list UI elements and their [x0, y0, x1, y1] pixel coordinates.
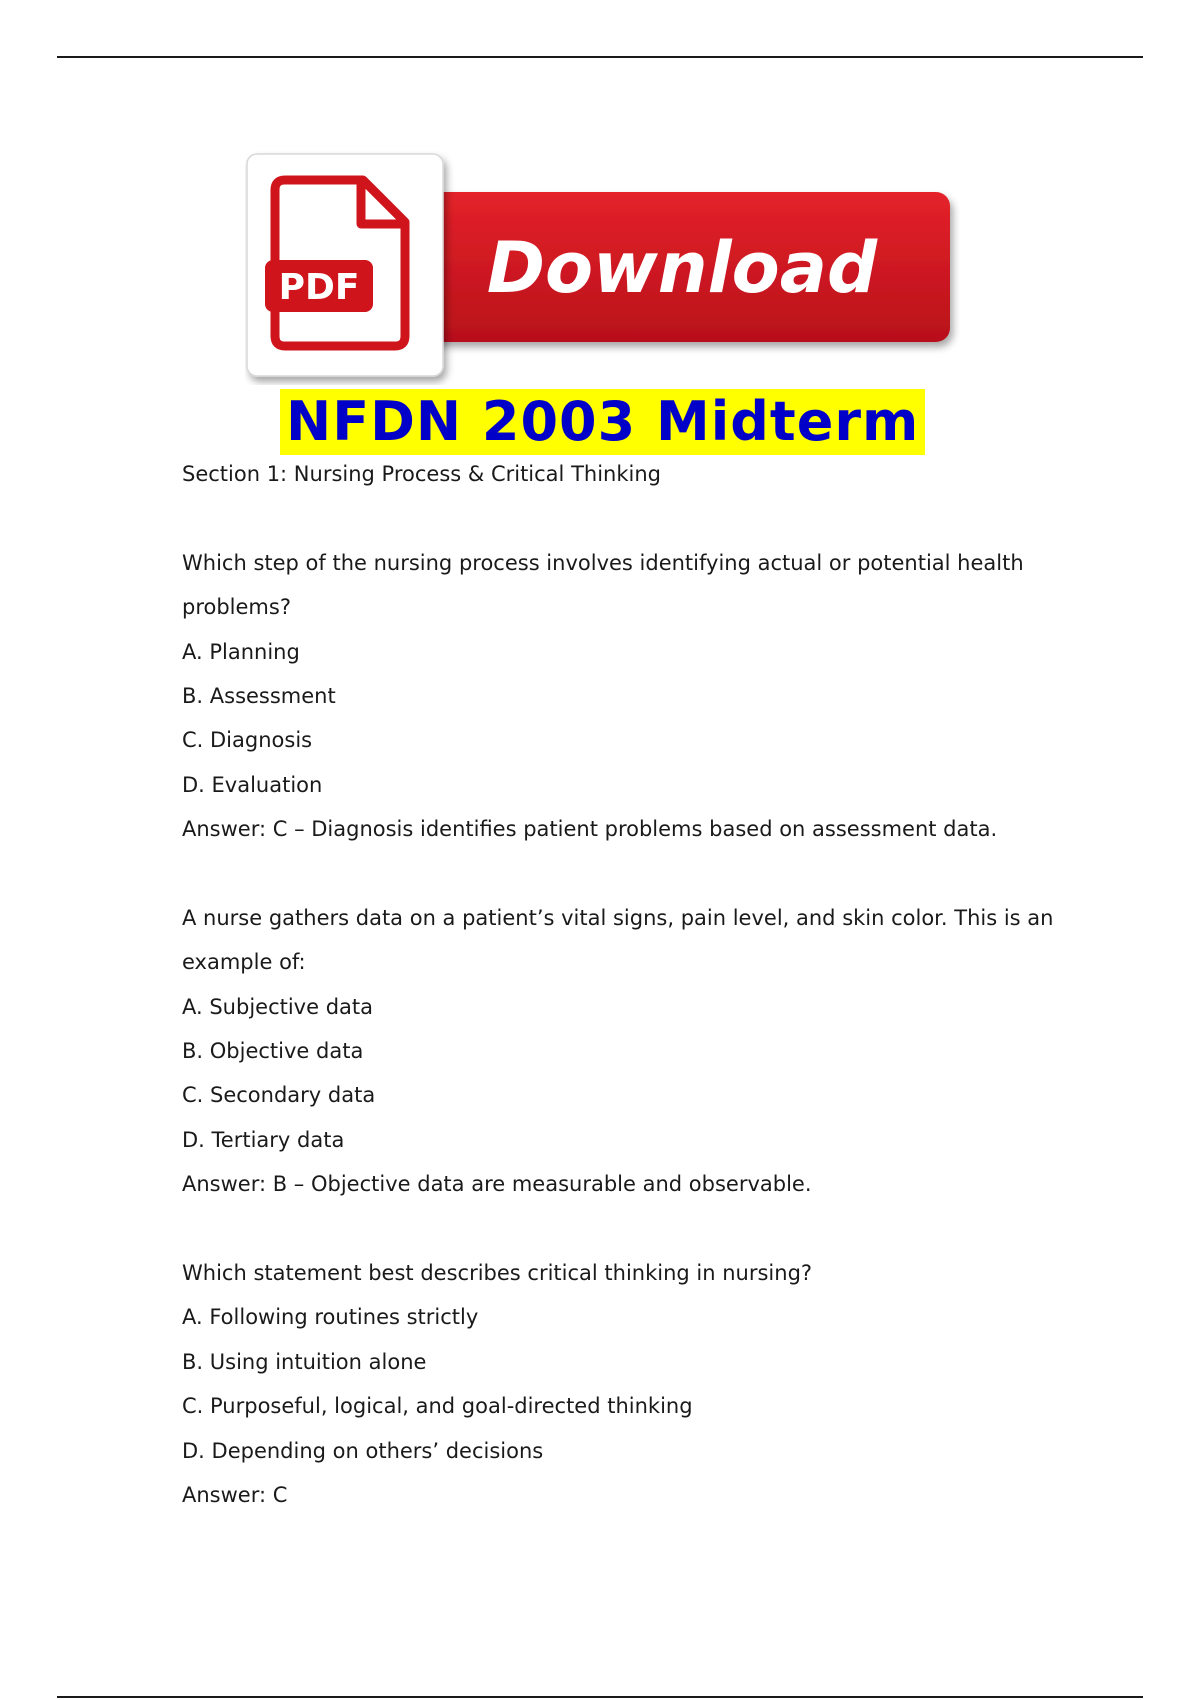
- answer-option: C. Secondary data: [182, 1083, 376, 1108]
- answer-option: B. Assessment: [182, 683, 336, 708]
- question-text: example of:: [182, 950, 306, 975]
- answer-option: C. Purposeful, logical, and goal-directed thinking: [182, 1394, 693, 1419]
- spacer: [182, 852, 1082, 896]
- bottom-rule: [57, 1696, 1143, 1698]
- answer-option: C. Diagnosis: [182, 728, 313, 753]
- answer-option: B. Using intuition alone: [182, 1349, 427, 1374]
- answer-option: A. Following routines strictly: [182, 1305, 479, 1330]
- question-text: Which step of the nursing process involves identifying actual or potential health: [182, 550, 1024, 575]
- answer-key: Answer: C: [182, 1482, 288, 1507]
- question-text: A nurse gathers data on a patient’s vital signs, pain level, and skin color. This is an: [182, 905, 1054, 930]
- answer-option: A. Subjective data: [182, 994, 374, 1019]
- answer-option: A. Planning: [182, 639, 300, 664]
- document-body: [182, 452, 1082, 1517]
- question-block: [182, 1251, 1082, 1517]
- question-text: problems?: [182, 595, 291, 620]
- download-button-label: Download: [486, 227, 878, 309]
- document-title: NFDN 2003 Midterm: [280, 389, 925, 455]
- pdf-file-icon: [265, 180, 405, 346]
- pdf-icon-label: PDF: [278, 267, 360, 308]
- section-heading: Section 1: Nursing Process & Critical Thinking: [182, 462, 661, 486]
- answer-key: Answer: B – Objective data are measurable and observable.: [182, 1172, 812, 1197]
- answer-option: B. Objective data: [182, 1039, 364, 1064]
- answer-option: D. Evaluation: [182, 772, 323, 797]
- answer-option: D. Tertiary data: [182, 1127, 345, 1152]
- answer-key: Answer: C – Diagnosis identifies patient problems based on assessment data.: [182, 817, 998, 842]
- spacer: [182, 496, 1082, 540]
- top-rule: [57, 56, 1143, 58]
- question-block: [182, 541, 1082, 852]
- pdf-download-banner[interactable]: [245, 150, 960, 385]
- download-banner-graphic: [245, 150, 960, 385]
- question-text: Which statement best describes critical thinking in nursing?: [182, 1261, 813, 1286]
- answer-option: D. Depending on others’ decisions: [182, 1438, 544, 1463]
- question-block: [182, 896, 1082, 1207]
- spacer: [182, 1207, 1082, 1251]
